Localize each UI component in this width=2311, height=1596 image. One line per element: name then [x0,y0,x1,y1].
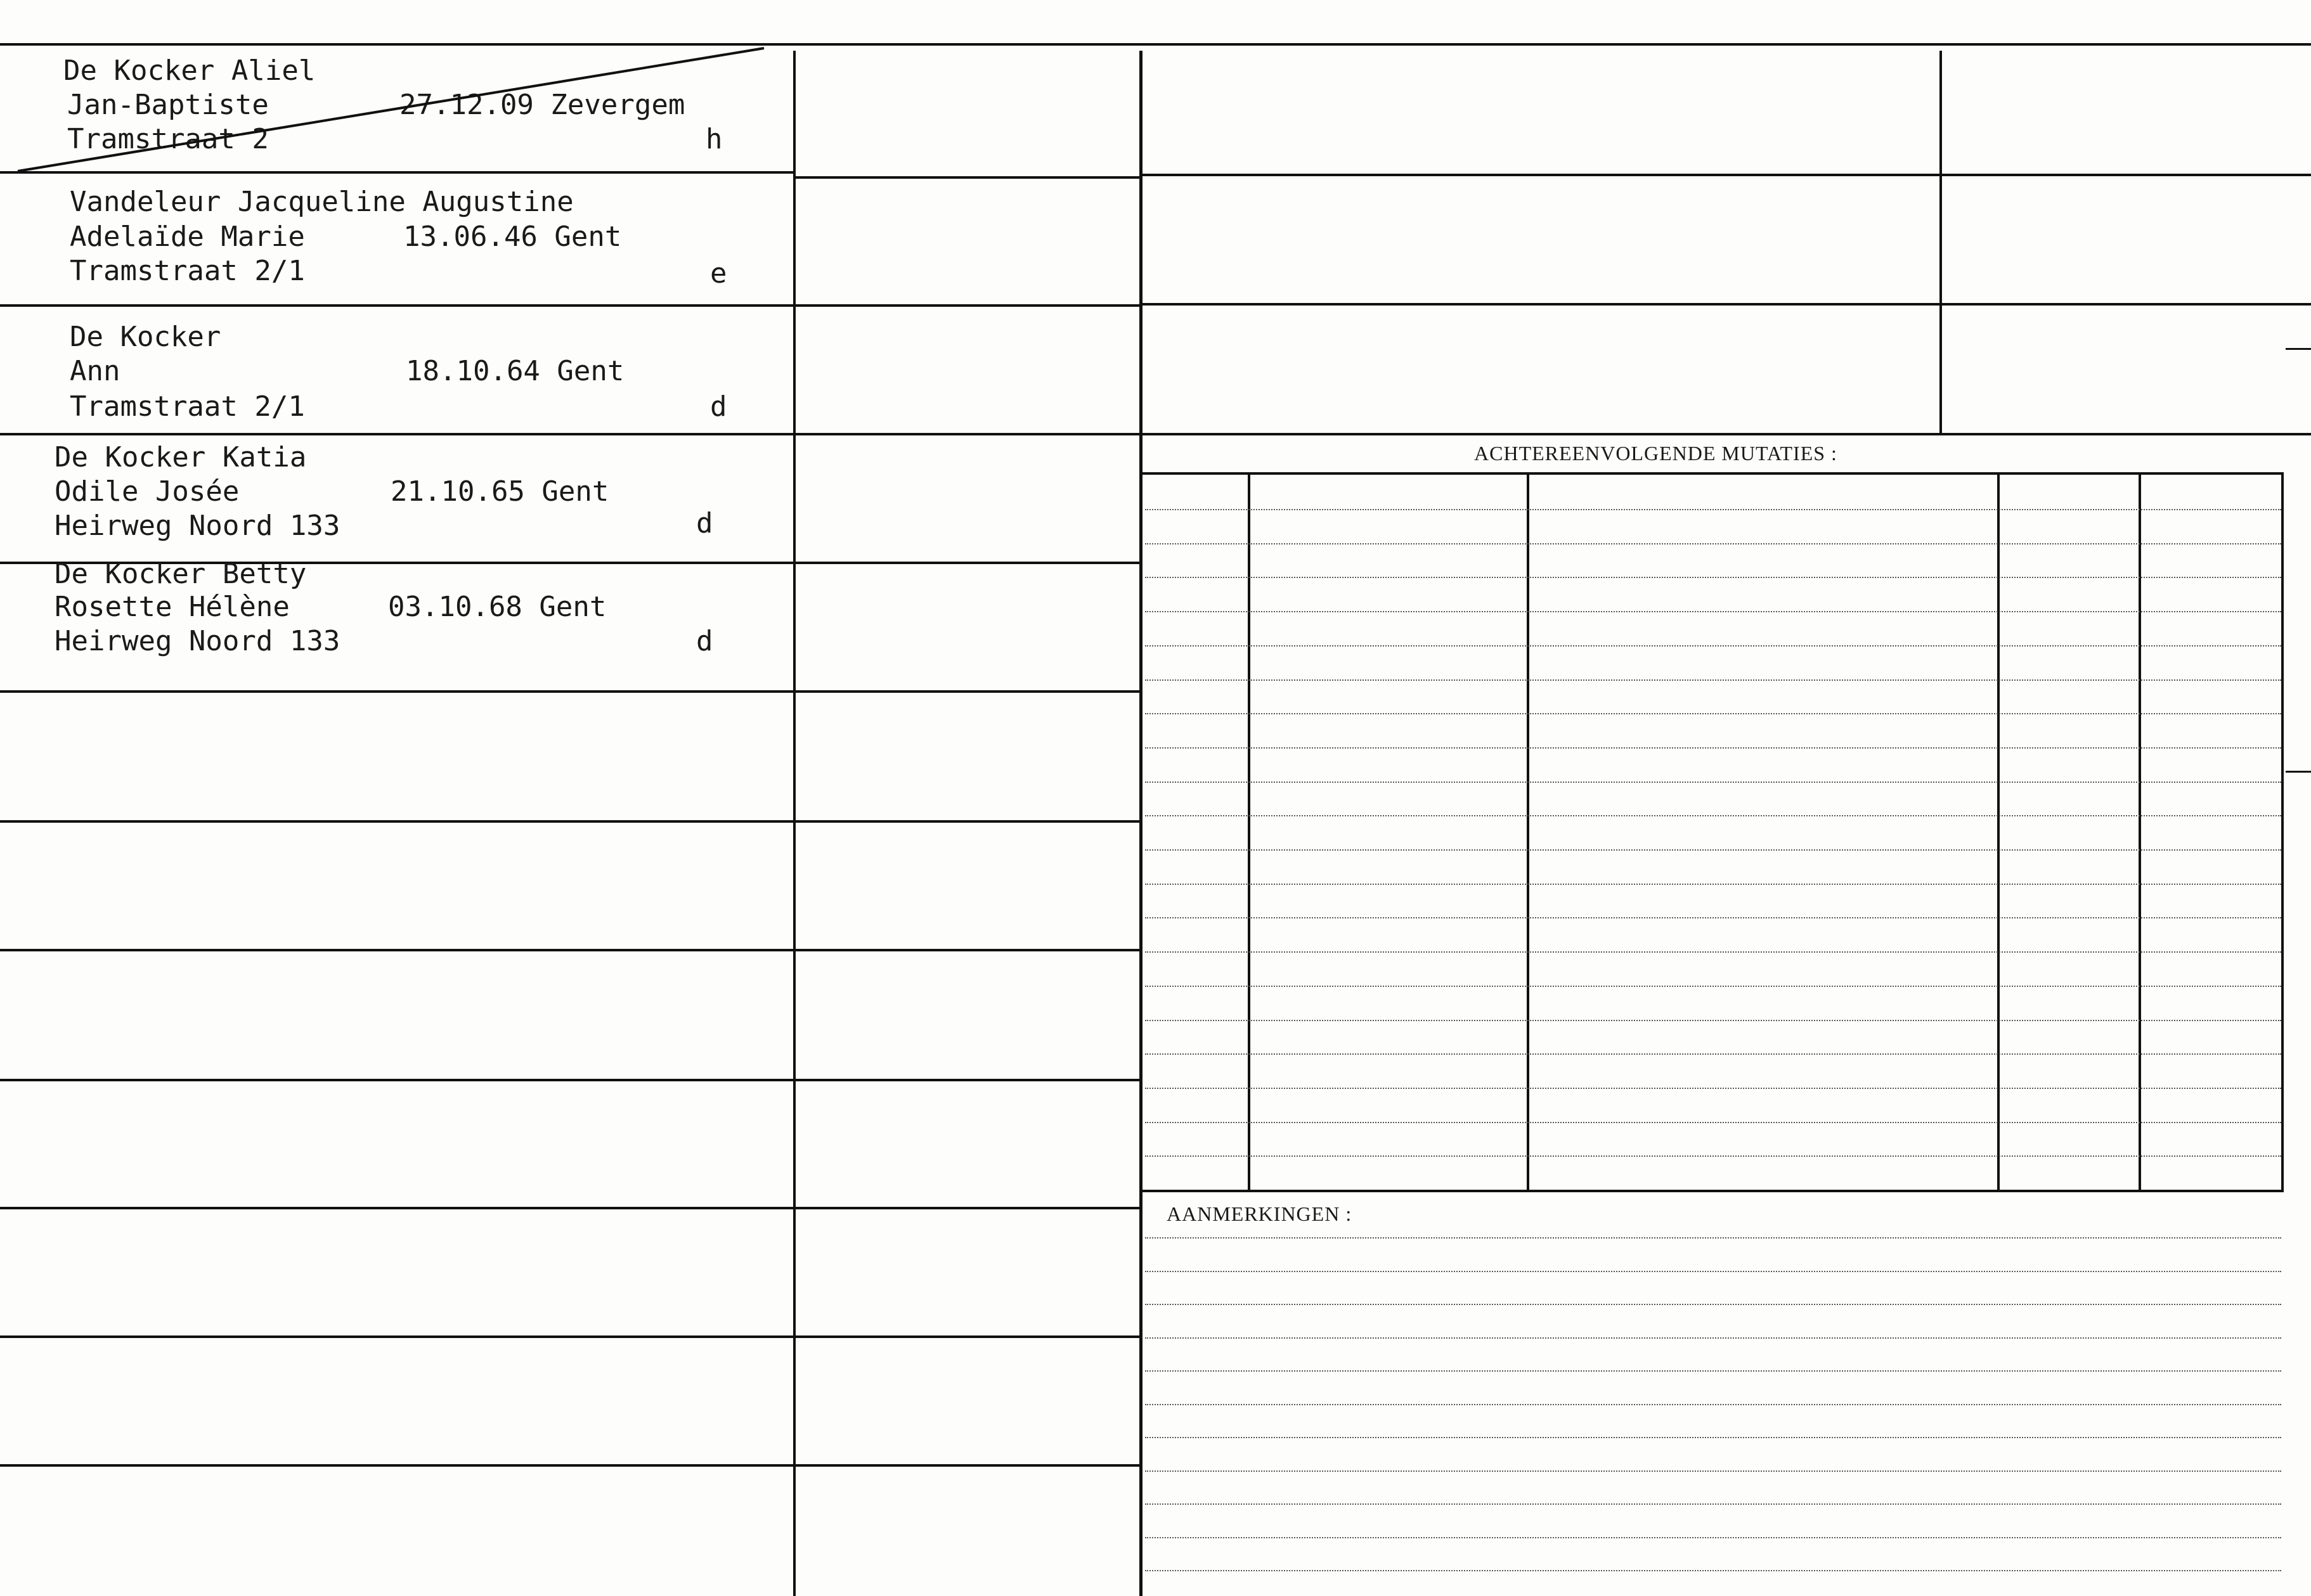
entry-given-names: Adelaïde Marie [70,221,305,253]
aanmerkingen-rule [1145,1503,2281,1505]
entry-code: d [710,390,727,423]
mutaties-rule [1145,679,2281,681]
mutaties-rule [1145,986,2281,987]
divider-right-upper-col [1939,51,1942,433]
entry-code: d [696,625,713,657]
entry-given-names: Odile Josée [55,475,240,508]
entry-name: De Kocker Katia [55,441,307,473]
mid-line-1 [796,176,1139,179]
mutaties-rule [1145,1122,2281,1123]
row-line-6 [0,820,793,823]
row-line-5 [0,690,793,693]
aanmerkingen-rule [1145,1337,2281,1339]
mutaties-rule [1145,509,2281,510]
divider-names-col [793,51,796,1596]
entry-code: d [696,507,713,539]
entry-given-names: Ann [70,355,120,387]
aanmerkingen-rule [1145,1370,2281,1372]
mutaties-rule [1145,1053,2281,1055]
entry-name: De Kocker Betty [55,558,307,590]
mutaties-col-4 [2139,475,2141,1191]
aanmerkingen-rule [1145,1437,2281,1438]
row-line-7 [0,949,793,951]
aanmerkingen-rule [1145,1537,2281,1538]
aanmerkingen-rule [1145,1404,2281,1405]
mid-line-10 [796,1335,1139,1338]
entry-address: Tramstraat 2 [67,123,269,155]
row-line-11 [0,1464,793,1467]
mutaties-rule [1145,645,2281,647]
mid-line-5 [796,690,1139,693]
aanmerkingen-rule [1145,1570,2281,1571]
aanmerkingen-rule [1145,1471,2281,1472]
mutaties-col-1 [1248,475,1250,1191]
entry-address: Heirweg Noord 133 [55,625,340,657]
strike-line [0,38,799,177]
entry-birth: 18.10.64 Gent [406,355,625,387]
mutaties-rule [1145,917,2281,918]
mutaties-rule [1145,815,2281,816]
row-line-8 [0,1079,793,1081]
mutaties-rule [1145,747,2281,749]
mutaties-rule [1145,951,2281,953]
mid-line-4 [796,562,1139,564]
mutaties-col-5 [2281,475,2284,1191]
aanmerkingen-rule [1145,1271,2281,1272]
mid-line-3 [796,433,1139,435]
entry-given-names: Jan-Baptiste [67,89,269,121]
mutaties-rule [1145,1088,2281,1089]
mutaties-header-line [1143,472,2284,475]
mutaties-bottom-line [1143,1190,2284,1192]
mutaties-rule [1145,782,2281,783]
row-line-10 [0,1335,793,1338]
right-line-3 [1143,433,2311,435]
entry-name: De Kocker Aliel [63,55,316,87]
aanmerkingen-heading: AANMERKINGEN : [1167,1202,1352,1225]
mutaties-heading: ACHTEREENVOLGENDE MUTATIES : [1474,442,1837,465]
edge-tick-2 [2286,771,2311,773]
entry-address: Heirweg Noord 133 [55,510,340,542]
entry-address: Tramstraat 2/1 [70,390,305,423]
mutaties-rule [1145,1155,2281,1157]
mutaties-rule [1145,577,2281,578]
entry-code: h [706,123,723,155]
entry-birth: 03.10.68 Gent [388,591,607,623]
mutaties-rule [1145,543,2281,544]
aanmerkingen-rule [1145,1304,2281,1305]
mid-line-8 [796,1079,1139,1081]
entry-name: Vandeleur Jacqueline Augustine [70,186,574,218]
entry-given-names: Rosette Hélène [55,591,290,623]
entry-birth: 13.06.46 Gent [403,221,622,253]
right-line-1 [1143,174,2311,176]
mid-line-2 [796,304,1139,307]
entry-name: De Kocker [70,321,221,353]
mutaties-rule [1145,611,2281,612]
entry-birth: 21.10.65 Gent [391,475,609,508]
entry-birth: 27.12.09 Zevergem [399,89,685,121]
mutaties-col-3 [1997,475,2000,1191]
edge-tick-1 [2286,348,2311,350]
entry-address: Tramstraat 2/1 [70,255,305,287]
right-line-2 [1143,303,2311,306]
mutaties-rule [1145,1020,2281,1021]
mutaties-rule [1145,884,2281,885]
mid-line-7 [796,949,1139,951]
mid-line-11 [796,1464,1139,1467]
mid-line-6 [796,820,1139,823]
row-line-9 [0,1207,793,1209]
mutaties-col-2 [1527,475,1529,1191]
mid-line-9 [796,1207,1139,1209]
mutaties-rule [1145,713,2281,714]
divider-middle-col [1139,51,1143,1596]
row-line-3 [0,433,793,435]
entry-code: e [710,257,727,290]
aanmerkingen-rule [1145,1237,2281,1239]
row-line-2 [0,304,793,307]
mutaties-rule [1145,849,2281,851]
